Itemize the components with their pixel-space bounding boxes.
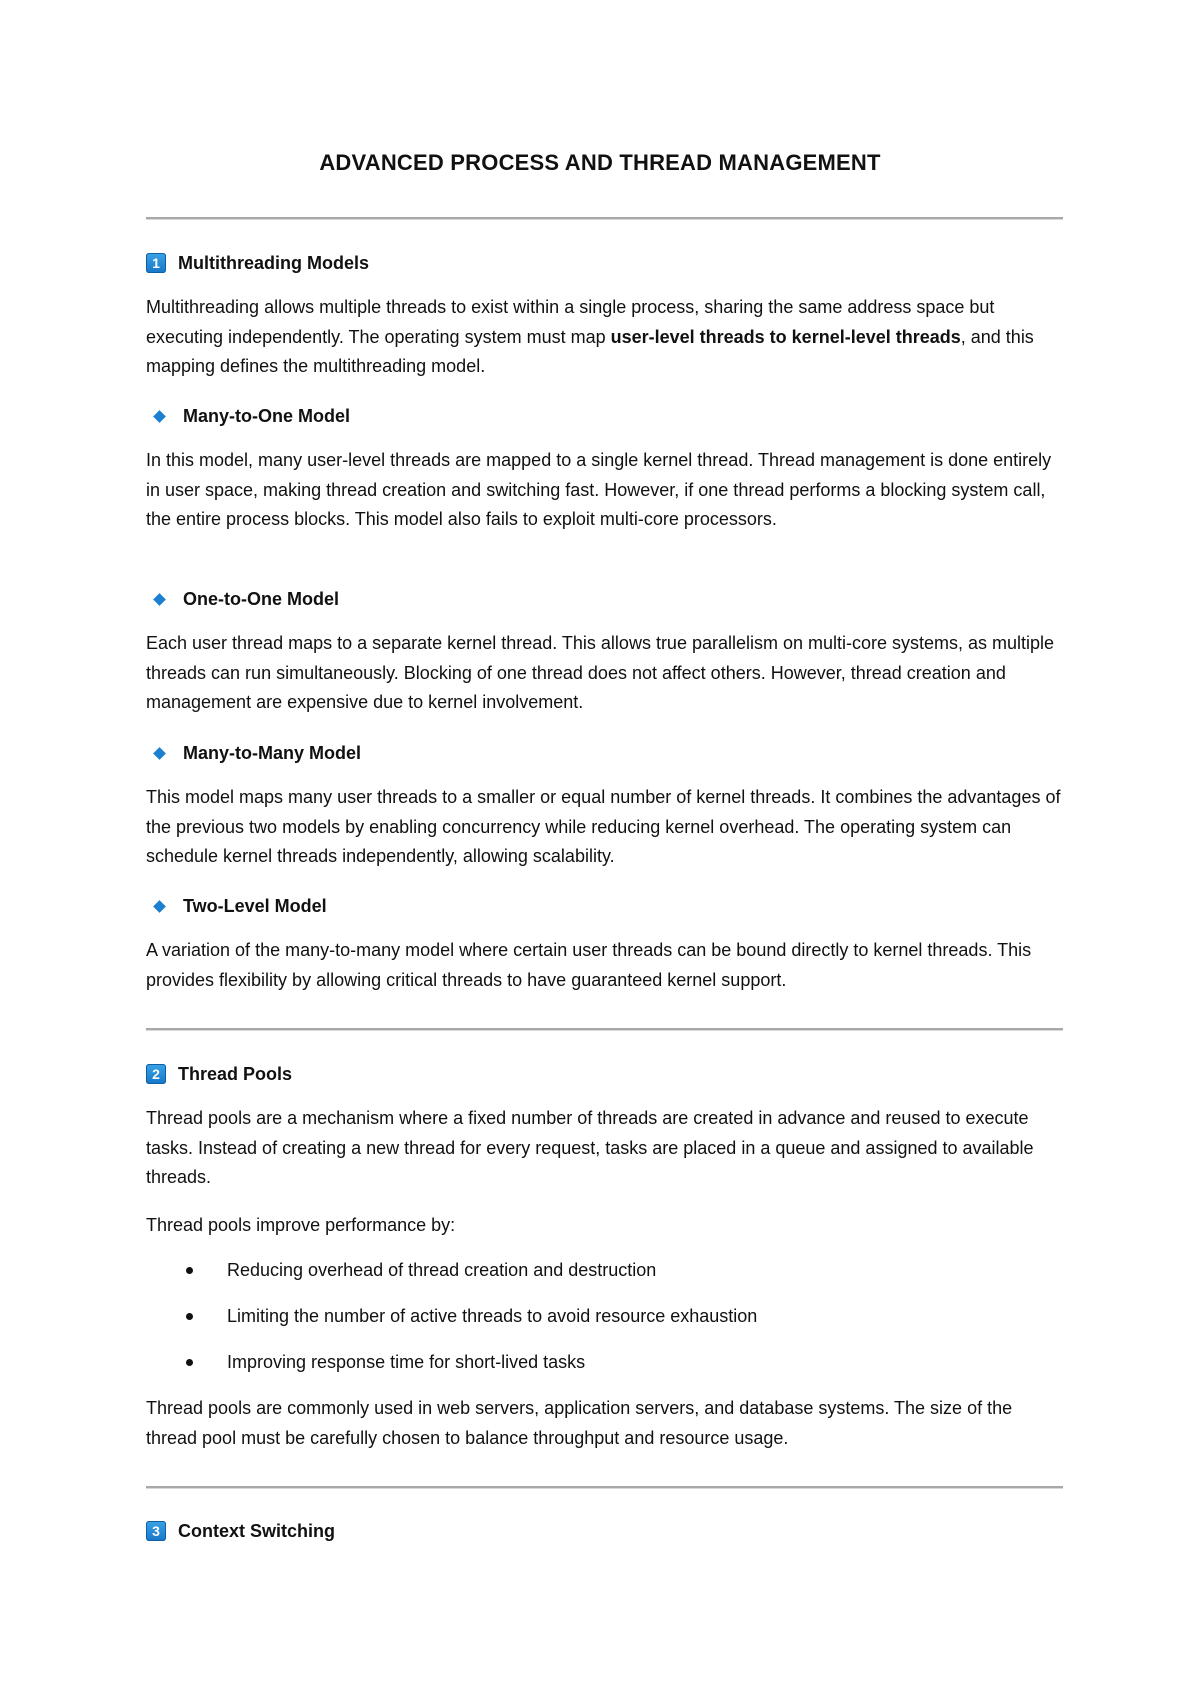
model-text-many-to-many: This model maps many user threads to a smaller or equal number of kernel threads. It combines the advantages of the previous two models by enabling concurrency while reducing kernel overhead. The operating system can schedule kernel threads independently, allowing scalability. (146, 787, 1061, 866)
section-2-title: Thread Pools (178, 1064, 293, 1084)
document-title: ADVANCED PROCESS AND THREAD MANAGEMENT (319, 150, 881, 175)
diamond-bullet-icon (153, 900, 166, 913)
list-item: Limiting the number of active threads to avoid resource exhaustion (146, 1303, 757, 1329)
bullet-dot-icon (186, 1267, 193, 1274)
bullet-dot-icon (186, 1313, 193, 1320)
section-divider (146, 217, 1063, 220)
thread-pools-paragraph-2: Thread pools improve performance by: (146, 1215, 456, 1235)
model-text-two-level: A variation of the many-to-many model where certain user threads can be bound directly to kernel threads. This provides flexibility by allowing critical threads to have guaranteed kernel support. (146, 940, 1032, 990)
number-2-icon: 2 (146, 1064, 166, 1084)
section-divider (146, 1486, 1063, 1489)
thread-pools-paragraph-3: Thread pools are commonly used in web servers, application servers, and database systems. The size of the thread pool must be carefully chosen to balance throughput and resource usage. (146, 1398, 1013, 1448)
section-1-intro: Multithreading allows multiple threads to exist within a single process, sharing the same address space but executing independently. The operating system must map user-level threads to kernel-level threads, and this mapping defines the multithreading model. (146, 297, 1034, 376)
diamond-bullet-icon (153, 593, 166, 606)
section-divider (146, 1028, 1063, 1031)
bullet-dot-icon (186, 1359, 193, 1366)
diamond-bullet-icon (153, 410, 166, 423)
thread-pools-paragraph-1: Thread pools are a mechanism where a fixed number of threads are created in advance and reused to execute tasks. Instead of creating a new thread for every request, tasks are placed in a queue and assigned to available threads. (146, 1108, 1034, 1187)
model-heading-many-to-one: Many-to-One Model (146, 403, 350, 429)
list-item: Improving response time for short-lived tasks (146, 1349, 585, 1375)
section-3-title: Context Switching (178, 1521, 335, 1541)
section-3-heading (146, 1518, 335, 1544)
section-2-heading (146, 1061, 292, 1087)
section-1-heading (146, 250, 369, 276)
section-1-title: Multithreading Models (178, 253, 369, 273)
list-item: Reducing overhead of thread creation and destruction (146, 1257, 656, 1283)
number-1-icon: 1 (146, 253, 166, 273)
model-heading-two-level: Two-Level Model (146, 893, 327, 919)
number-3-icon: 3 (146, 1521, 166, 1541)
diamond-bullet-icon (153, 747, 166, 760)
model-heading-one-to-one: One-to-One Model (146, 586, 339, 612)
model-heading-many-to-many: Many-to-Many Model (146, 740, 361, 766)
model-text-many-to-one: In this model, many user-level threads are mapped to a single kernel thread. Thread management is done entirely in user space, making thread creation and switching fast. However, if one thread performs a blocking system call, the entire process blocks. This model also fails to exploit multi-core processors. (146, 450, 1052, 529)
model-text-one-to-one: Each user thread maps to a separate kernel thread. This allows true parallelism on multi-core systems, as multiple threads can run simultaneously. Blocking of one thread does not affect others. However, thread creation and management are expensive due to kernel involvement. (146, 633, 1055, 712)
